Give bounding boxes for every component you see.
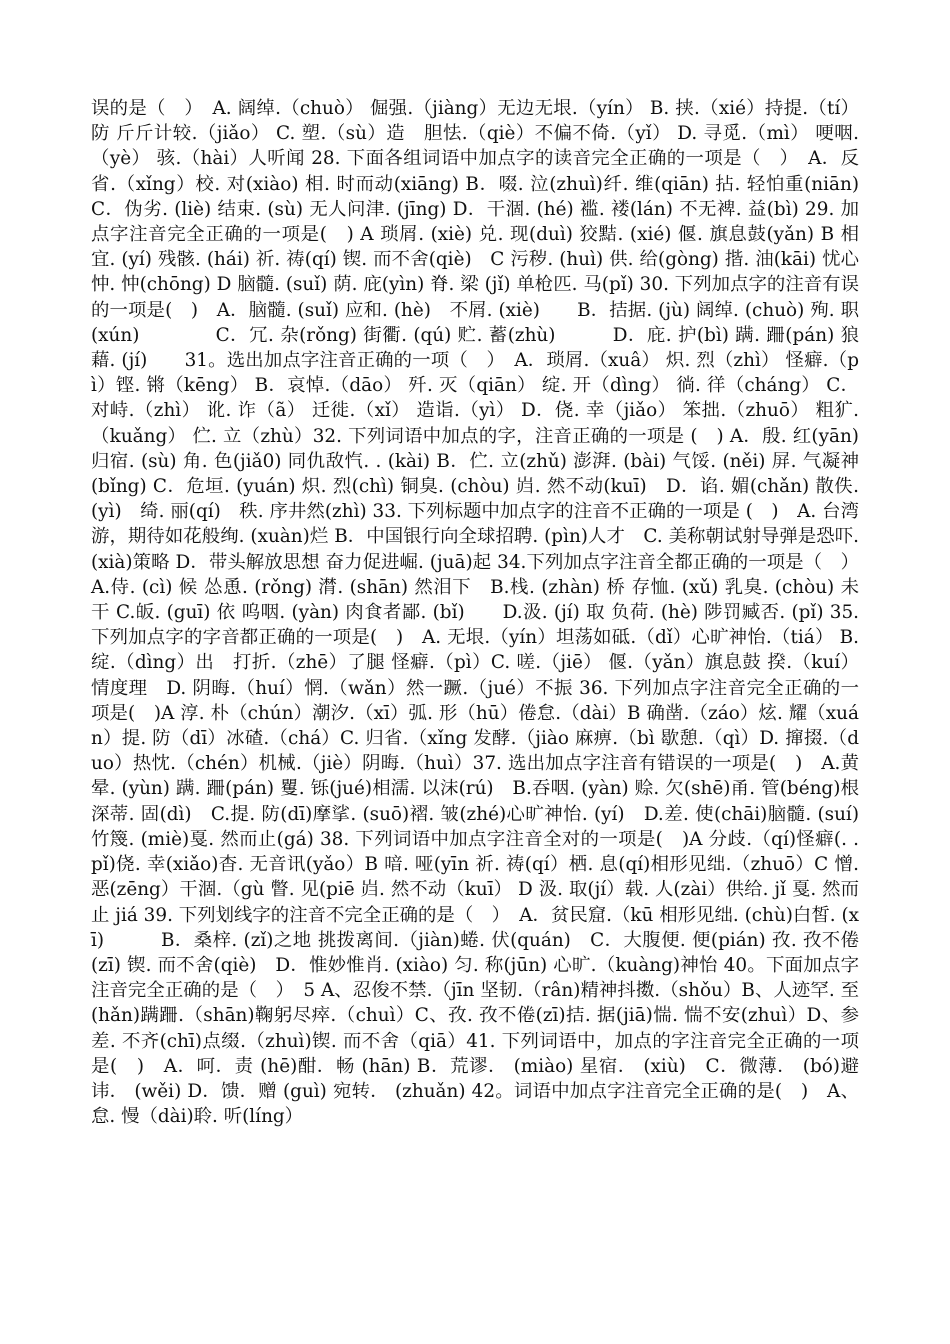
document-page bbox=[91, 96, 878, 1286]
body-paragraph: 误的是（ ） A. 阔绰.（chuò） 倔强.（jiàng）无边无垠.（yín） B. 挟.（xié）持提.（tí）防 斤斤计较.（jiǎo） C. 塑.（sù）造 胆怯.（qiè）不偏不倚.（yǐ） D. 寻觅.（mì） 哽咽.（yè） 骇.（hài）人听闻 28. 下面各组词语中加点字的读音完全正确的一项是（ ） A．反省.（xǐng）校. 对(xiào) 相. 时而动(xiāng) B．啜. 泣(zhuì)纤. 维(qiān) 拈. 轻怕重(niān) C．伪劣. (liè) 结束. (sù) 无人问津. (jīng) D．干涸. (hé) 褴. 褛(lán) 不无裨. 益(bì) 29. 加点字注音完全正确的一项是( ) A 琐屑. (xiè) 兑. 现(duì) 狡黠. (xié) 偃. 旗息鼓(yǎn) B 相宜. (yí) 残骸. (hái) 祈. 祷(qí) 锲. 而不舍(qiè) C 污秽. (huì) 供. 给(gòng) 揩. 油(kāi) 忧心忡. 忡(chōng) D 脑髓. (suǐ) 荫. 庇(yìn) 脊. 梁 (jǐ) 单枪匹. 马(pǐ) 30. 下列加点字的注音有误的一项是( ) A．脑髓. (suǐ) 应和. (hè) 不屑. (xiè) B．拮据. (jù) 阔绰. (chuò) 殉. 职(xún) C．冗. 杂(rǒng) 街衢. (qú) 贮. 蓄(zhù) D．庇. 护(bì) 蹒. 跚(pán) 狼藉. (jí) 31。选出加点字注音正确的一项（ ） A．琐屑.（xuâ） 炽. 烈（zhì） 怪癖.（pì）铿. 锵（kēng） B．哀悼.（dāo） 歼. 灭（qiān） 绽. 开（dìng） 徜. 徉（cháng） C．对峙.（zhì） 讹. 诈（ã） 迁徙.（xǐ） 造诣.（yì） D．侥. 幸（jiǎo） 笨拙.（zhuō） 粗犷.（kuǎng） 伫. 立（zhù）32. 下列词语中加点的字，注音正确的一项是 ( ) A．殷. 红(yān) 归宿. (sù) 角. 色(jiǎ0) 同仇敌忾. . (kài) B．伫. 立(zhǔ) 澎湃. (bài) 气馁. (něi) 屏. 气凝神(bǐng) C．危垣. (yuán) 炽. 烈(chì) 铜臭. (chòu) 岿. 然不动(kuī) D．谄. 媚(chǎn) 散佚. (yì) 绮. 丽(qí) 秩. 序井然(zhì) 33. 下列标题中加点字的注音不正确的一项是 ( ) A. 台湾游，期待如花般绚. (xuàn)烂 B．中国银行向全球招聘. (pìn)人才 C. 美称朝试射导弹是恐吓. (xià)策略 D．带头解放思想 奋力促进崛. (juā)起 34.下列加点字注音全都正确的一项是（ ）A.侍. (cì) 候 怂恿. (rǒng) 潸. (shān) 然泪下 B.栈. (zhàn) 桥 存恤. (xǔ) 乳臭. (chòu) 未干 C.皈. (guī) 依 呜咽. (yàn) 肉食者鄙. (bǐ) D.汲. (jí) 取 负荷. (hè) 陟罚臧否. (pǐ) 35. 下列加点字的字音都正确的一项是( ) A. 无垠.（yín）坦荡如砥.（dǐ）心旷神怡.（tiá） B. 绽.（dìng）出 打折.（zhē）了腿 怪癖.（pì）C. 嗟.（jiē） 偃.（yǎn）旗息鼓 揆.（kuí）情度理 D. 阴晦.（huí）惘.（wǎn）然一蹶.（jué）不振 36. 下列加点字注音完全正确的一项是( )A 淳. 朴（chún）潮汐.（xī）弧. 形（hū）倦怠.（dài）B 确凿.（záo）炫. 耀（xuán）提. 防（dī）冰碴.（chá）C. 归省.（xǐng 发酵.（jiào 麻痹.（bì 歇憩.（qì）D. 撺掇.（duo）热忱.（chén）机械.（jiè）阴晦.（huì）37. 选出加点字注音有错误的一项是( ) A.黄晕. (yùn) 蹒. 跚(pán) 矍. 铄(jué)相濡. 以沫(rú) B.吞咽. (yàn) 赊. 欠(shē)甬. 管(béng)根深蒂. 固(dì) C.提. 防(dī)摩挲. (suō)褶. 皱(zhé)心旷神怡. (yí) D.差. 使(chāi)脑髓. (suí) 竹篾. (miè)戛. 然而止(gá) 38. 下列词语中加点字注音全对的一项是( )A 分歧.（qí)怪癖(. . pǐ)侥. 幸(xiǎo)杳. 无音讯(yǎo）B 喑. 哑(yīn 祈. 祷(qí）栖. 息(qí)相形见绌.（zhuō）C 憎. 恶(zēng）干涸.（gù 瞥. 见(piē 岿. 然不动（kuī） D 汲. 取(jí）载. 人(zài）供给. jǐ 戛. 然而止 jiá 39. 下列划线字的注音不完全正确的是（ ） A．贫民窟.（kū 相形见绌. (chù)白皙. (xī) B．桑梓. (zǐ)之地 挑拨离间.（jiàn)蜷. 伏(quán) C．大腹便. 便(pián) 孜. 孜不倦(zī) 锲. 而不舍(qiè) D．惟妙惟肖. (xiào) 匀. 称(jūn) 心旷.（kuàng)神怡 40。下面加点字注音完全正确的是（ ） 5 A、忍俊不禁.（jīn 坚韧.（rân)精神抖擞.（shǒu）B、人迹罕. 至(hǎn)蹒跚.（shān)鞠躬尽瘁.（chuì）C、孜. 孜不倦(zī)拮. 据(jiā)惴. 惴不安(zhuì）D、参差. 不齐(chī)点缀.（zhuì)锲. 而不舍（qiā）41. 下列词语中，加点的字注音完全正确的一项是( ) A．呵．责 (hē)酣．畅 (hān) B．荒谬． (miào) 星宿． (xiù) C．微薄． (bó)避讳． (wěi) D．馈．赠 (guì) 宛转． (zhuǎn) 42。词语中加点字注音完全正确的是( ) A、怠. 慢（dài)聆. 听(líng） bbox=[91, 98, 878, 1128]
